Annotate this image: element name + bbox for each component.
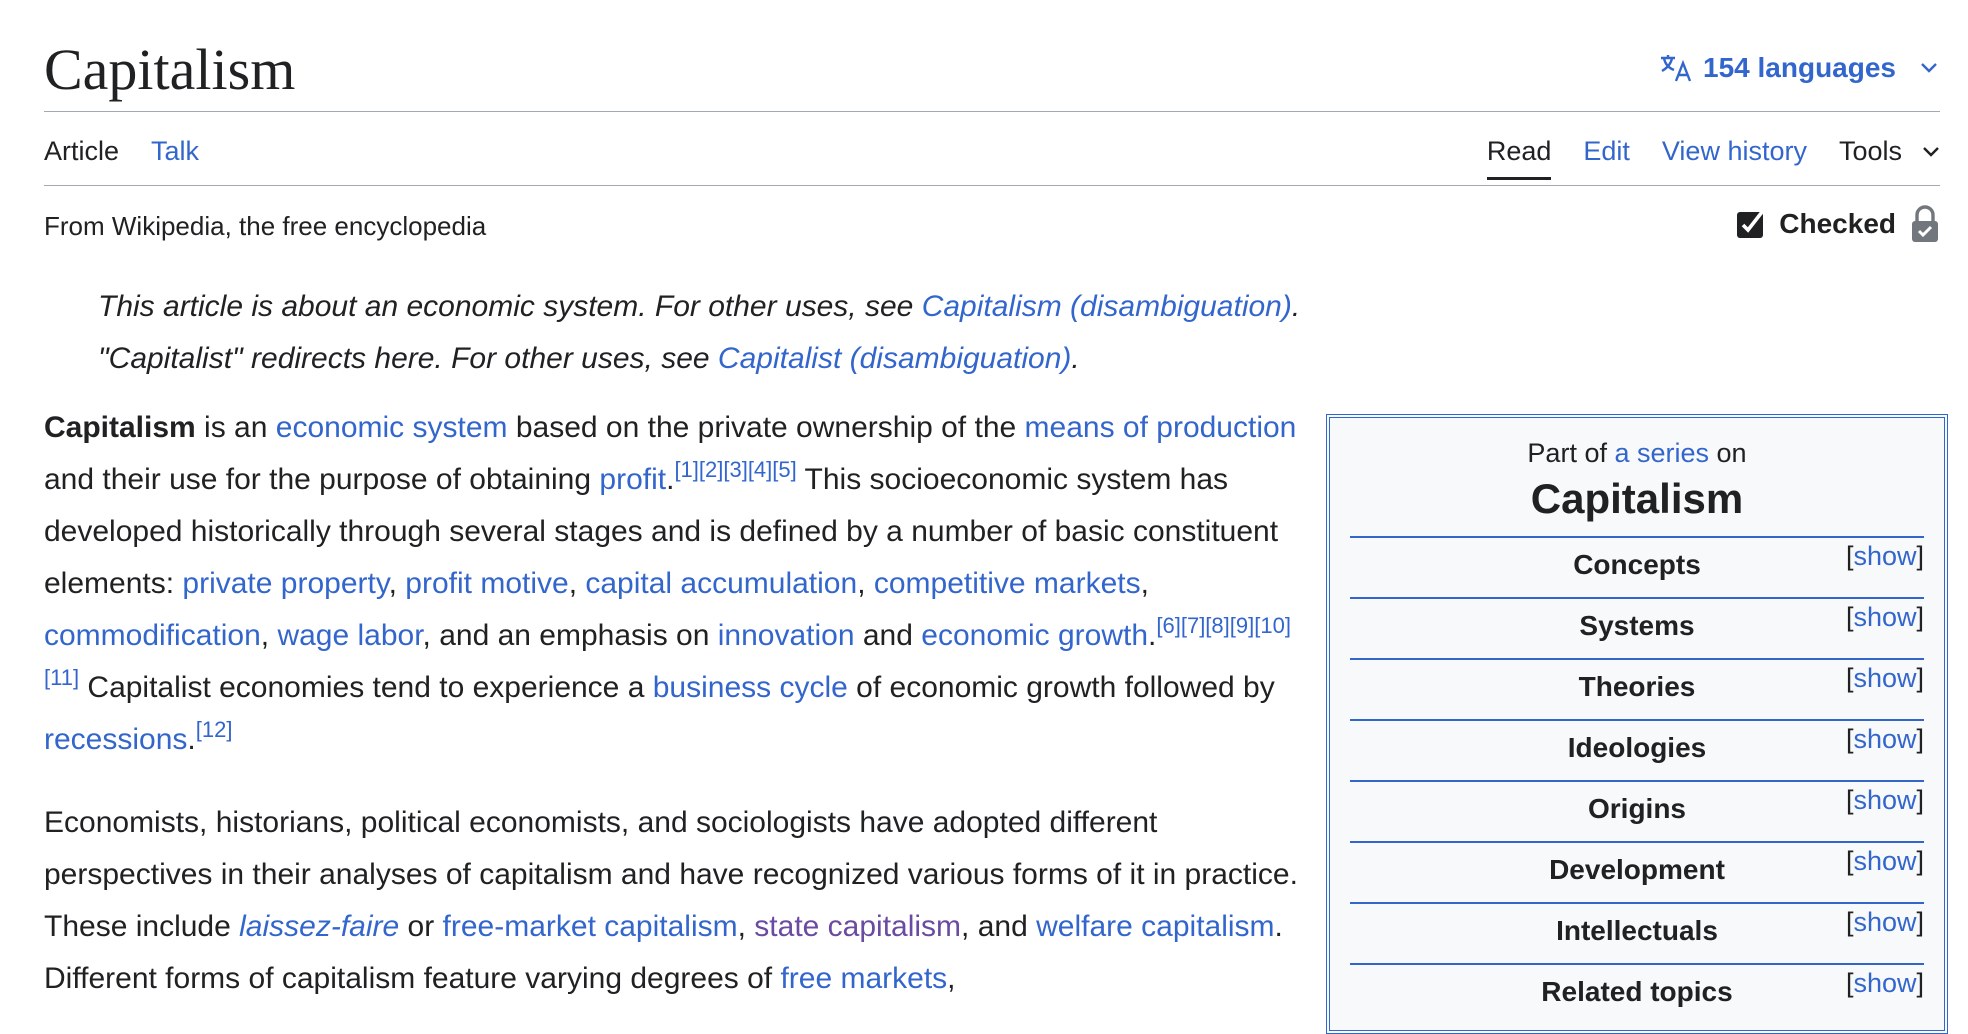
sidebar-section-origins (1350, 780, 1924, 841)
section-label: Intellectuals (1556, 915, 1718, 946)
link-capitalist-disambiguation[interactable]: Capitalist (disambiguation) (717, 342, 1072, 375)
lead-paragraph-2 (44, 797, 1314, 1005)
tab-edit[interactable]: Edit (1583, 136, 1630, 166)
citation-refs[interactable]: [1][2][3][4][5] (674, 457, 797, 482)
show-toggle (1846, 541, 1924, 572)
link-profit[interactable]: profit (599, 463, 667, 496)
sidebar-section-intellectuals (1350, 902, 1924, 963)
show-button[interactable]: show (1853, 541, 1917, 571)
text: and their use for the purpose of obtaining (44, 463, 600, 496)
text: Part of (1527, 438, 1615, 468)
site-tagline: From Wikipedia, the free encyclopedia (44, 211, 487, 241)
text: , (568, 567, 586, 600)
show-button[interactable]: show (1853, 785, 1917, 815)
bracket: [ (1845, 785, 1854, 815)
text: . (187, 723, 196, 756)
citation-refs[interactable]: [6][7][8][9][10][11] (44, 613, 1291, 690)
bracket: ] (1916, 846, 1924, 876)
sidebar-title: Capitalism (1530, 475, 1744, 522)
show-toggle (1846, 602, 1924, 633)
lead-paragraph-1 (44, 402, 1314, 766)
show-toggle (1846, 907, 1924, 938)
checked-label: Checked (1779, 208, 1896, 239)
link-welfare-capitalism[interactable]: welfare capitalism (1036, 910, 1275, 943)
lock-check-icon (1910, 205, 1940, 243)
tabs-divider (44, 185, 1940, 186)
bracket: [ (1845, 602, 1854, 632)
link-state-capitalism[interactable]: state capitalism (754, 910, 962, 943)
show-toggle (1846, 663, 1924, 694)
bracket: [ (1845, 663, 1854, 693)
bracket: [ (1845, 541, 1854, 571)
text: , (737, 910, 755, 943)
checkbox-checked-icon (1735, 208, 1765, 240)
link-profit-motive[interactable]: profit motive (405, 567, 569, 600)
bracket: ] (1916, 724, 1924, 754)
languages-button[interactable] (1659, 52, 1938, 84)
section-label: Concepts (1573, 549, 1701, 580)
section-label: Theories (1578, 671, 1696, 702)
hatnote-redirect (98, 342, 1080, 376)
show-button[interactable]: show (1853, 602, 1917, 632)
bracket: ] (1916, 663, 1924, 693)
show-toggle (1846, 968, 1924, 999)
text: or (399, 910, 443, 943)
sidebar-section-concepts (1350, 536, 1924, 597)
link-wage-labor[interactable]: wage labor (277, 619, 423, 652)
text: based on the private ownership of the (507, 411, 1025, 444)
languages-label: 154 languages (1703, 52, 1896, 83)
sidebar-section-ideologies (1350, 719, 1924, 780)
text: and (854, 619, 922, 652)
bracket: ] (1916, 968, 1924, 998)
link-innovation[interactable]: innovation (717, 619, 855, 652)
link-economic-system[interactable]: economic system (275, 411, 508, 444)
text: , (388, 567, 406, 600)
series-sidebar (1326, 414, 1948, 1034)
link-capitalism-disambiguation[interactable]: Capitalism (disambiguation) (921, 290, 1292, 323)
bracket: [ (1845, 907, 1854, 937)
hatnote-text: "Capitalist" redirects here. For other uses, see (98, 342, 718, 375)
link-economic-growth[interactable]: economic growth (921, 619, 1149, 652)
tab-view-history[interactable]: View history (1661, 136, 1807, 166)
checked-indicator[interactable] (1735, 205, 1940, 243)
text: Economists, historians, political economists, and sociologists have adopted different perspectives in their analyses of capitalism and have recognized various forms of it in practice. These include (44, 806, 1298, 943)
show-button[interactable]: show (1853, 724, 1917, 754)
page-title: Capitalism (44, 37, 296, 102)
bracket: ] (1916, 907, 1924, 937)
hatnote-text: This article is about an economic system. For other uses, see (98, 290, 922, 323)
text: This socioeconomic system has developed historically through several stages and is defined by a number of basic constituent elements: (44, 463, 1279, 600)
show-button[interactable]: show (1853, 846, 1917, 876)
section-label: Development (1549, 854, 1725, 885)
tab-talk[interactable]: Talk (151, 136, 200, 166)
hatnote-disambiguation (98, 290, 1300, 324)
sidebar-sections (1350, 536, 1924, 1024)
text: is an (195, 411, 276, 444)
link-free-market-capitalism[interactable]: free-market capitalism (442, 910, 738, 943)
bracket: [ (1845, 724, 1854, 754)
bracket: ] (1916, 785, 1924, 815)
link-competitive-markets[interactable]: competitive markets (873, 567, 1141, 600)
sidebar-section-theories (1350, 658, 1924, 719)
section-label: Origins (1587, 793, 1686, 824)
text: , (857, 567, 874, 600)
link-capital-accumulation[interactable]: capital accumulation (585, 567, 858, 600)
show-toggle (1846, 785, 1924, 816)
tab-read[interactable]: Read (1487, 136, 1552, 179)
link-business-cycle[interactable]: business cycle (652, 671, 848, 704)
section-label: Ideologies (1567, 732, 1707, 763)
hatnote-text: . (1291, 290, 1301, 323)
sidebar-section-related-topics (1350, 963, 1924, 1024)
show-button[interactable]: show (1853, 968, 1917, 998)
text: on (1709, 438, 1747, 468)
title-divider (44, 111, 1940, 112)
bracket: ] (1916, 541, 1924, 571)
text: , (1140, 567, 1149, 600)
bracket: ] (1916, 602, 1924, 632)
text: , and (961, 910, 1037, 943)
text: , (260, 619, 278, 652)
show-toggle (1846, 724, 1924, 755)
namespace-tabs (44, 136, 199, 179)
text: Capitalist economies tend to experience a (79, 671, 653, 704)
show-toggle (1846, 846, 1924, 877)
link-commodification[interactable]: commodification (44, 619, 261, 652)
show-button[interactable]: show (1853, 663, 1917, 693)
tools-label: Tools (1838, 136, 1902, 166)
text: , and an emphasis on (422, 619, 718, 652)
section-label: Systems (1579, 610, 1695, 641)
chevron-down-icon (1922, 146, 1940, 158)
text: of economic growth followed by (847, 671, 1275, 704)
text: . (666, 463, 675, 496)
text: . Different forms of capitalism feature varying degrees of (44, 910, 1283, 995)
section-label: Related topics (1541, 976, 1733, 1007)
link-a-series[interactable]: a series (1614, 438, 1710, 468)
text: , (947, 962, 956, 995)
tab-article[interactable]: Article (44, 136, 120, 166)
show-button[interactable]: show (1853, 907, 1917, 937)
sidebar-pretitle (1330, 438, 1944, 469)
translate-icon (1659, 53, 1693, 83)
text: . (1148, 619, 1157, 652)
hatnote-text: . (1071, 342, 1080, 375)
link-laissez-faire[interactable]: laissez-faire (239, 910, 400, 943)
bracket: [ (1845, 968, 1854, 998)
link-free-markets[interactable]: free markets (780, 962, 948, 995)
sidebar-section-development (1350, 841, 1924, 902)
link-private-property[interactable]: private property (182, 567, 389, 600)
bracket: [ (1845, 846, 1854, 876)
chevron-down-icon (1920, 62, 1938, 74)
link-means-of-production[interactable]: means of production (1024, 411, 1297, 444)
view-tabs (1487, 136, 1940, 179)
tools-menu[interactable] (1839, 136, 1940, 179)
link-recessions[interactable]: recessions (44, 723, 188, 756)
bold-term: Capitalism (44, 411, 196, 444)
citation-refs[interactable]: [12] (195, 717, 233, 742)
sidebar-section-systems (1350, 597, 1924, 658)
